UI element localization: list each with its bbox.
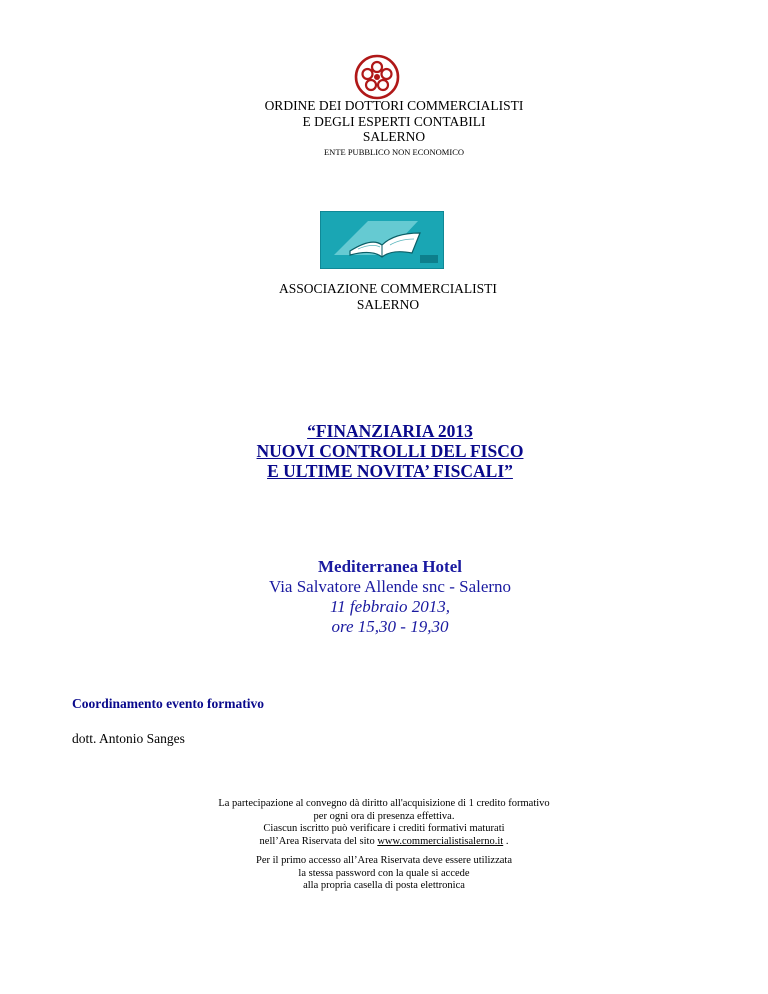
order-city: SALERNO [362, 129, 426, 144]
credits-line: per ogni ora di presenza effettiva. [313, 810, 455, 822]
event-title-line1: “FINANZIARIA 2013 [307, 421, 473, 441]
association-book-logo [320, 211, 444, 269]
coordinator-name: dott. Antonio Sanges [72, 731, 185, 746]
venue-time: ore 15,30 - 19,30 [331, 617, 449, 636]
order-name-line1: ORDINE DEI DOTTORI COMMERCIALISTI [264, 98, 524, 113]
venue-date: 11 febbraio 2013, [329, 597, 451, 616]
credits-line: Per il primo accesso all’Area Riservata deve essere utilizzata [256, 855, 512, 866]
credits-line: Ciascun iscritto può verificare i crediti formativi maturati [263, 823, 505, 834]
venue-block [6, 557, 768, 637]
coordination-label: Coordinamento evento formativo [72, 696, 264, 711]
credits-line: la stessa password con la quale si accede [298, 867, 470, 879]
event-title-line2: NUOVI CONTROLLI DEL FISCO [256, 441, 524, 461]
credits-line-prefix: nell’Area Riservata del sito [259, 835, 378, 847]
association-city: SALERNO [356, 296, 420, 312]
association-heading [4, 281, 768, 312]
credits-notice [0, 798, 768, 893]
venue-name: Mediterranea Hotel [318, 557, 462, 576]
event-title-line3: E ULTIME NOVITA’ FISCALI” [267, 461, 513, 481]
order-subtitle: ENTE PUBBLICO NON ECONOMICO [323, 146, 464, 157]
order-heading [10, 98, 768, 157]
venue-address: Via Salvatore Allende snc - Salerno [268, 577, 512, 596]
website-link[interactable]: www.commercialistisalerno.it [377, 835, 504, 847]
credits-line: La partecipazione al convegno dà diritto all'acquisizione di 1 credito formativo [218, 798, 550, 809]
event-title [6, 421, 768, 481]
credits-line-with-link [0, 836, 768, 849]
order-name-line2: E DEGLI ESPERTI CONTABILI [302, 113, 486, 129]
order-emblem-logo [346, 54, 408, 100]
credits-line-suffix: . [503, 835, 509, 847]
association-name: ASSOCIAZIONE COMMERCIALISTI [279, 281, 497, 296]
credits-line: alla propria casella di posta elettronica [303, 880, 465, 891]
